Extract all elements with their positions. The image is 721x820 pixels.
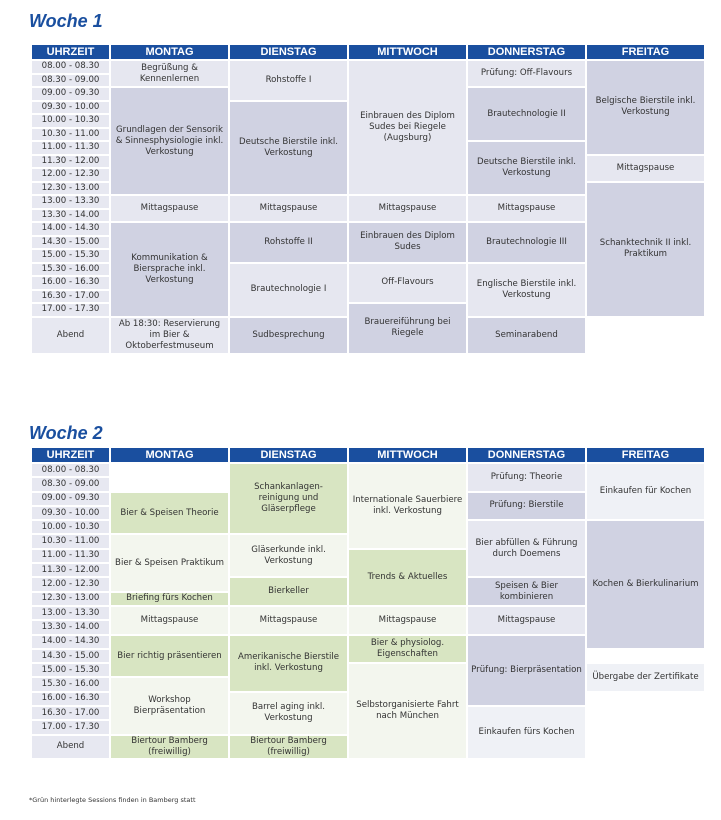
- time-slot: Abend: [32, 318, 109, 353]
- time-slot: 13.00 - 13.30: [32, 196, 109, 208]
- session-cell: Mittagspause: [230, 196, 347, 221]
- footnote: *Grün hinterlegte Sessions finden in Bamberg statt: [29, 796, 196, 804]
- time-slot: 15.30 - 16.00: [32, 678, 109, 690]
- session-cell: Einbrauen des Diplom Sudes: [349, 223, 466, 262]
- time-slot: 10.00 - 10.30: [32, 115, 109, 127]
- week1-title: Woche 1: [29, 11, 103, 31]
- session-cell: Mittagspause: [587, 156, 704, 181]
- col-header-uhrzeit: UHRZEIT: [32, 45, 109, 59]
- session-cell: Kommunikation & Biersprache inkl. Verkostung: [111, 223, 228, 316]
- session-cell: Kochen & Bierkulinarium: [587, 521, 704, 648]
- session-cell: Brautechnologie III: [468, 223, 585, 262]
- session-cell: Biertour Bamberg (freiwillig): [230, 736, 347, 758]
- time-slot: 12.00 - 12.30: [32, 169, 109, 181]
- time-slot: 11.00 - 11.30: [32, 550, 109, 562]
- header-row: [32, 448, 704, 462]
- session-cell: Deutsche Bierstile inkl. Verkostung: [468, 142, 585, 194]
- session-cell: Deutsche Bierstile inkl. Verkostung: [230, 102, 347, 195]
- time-slot: 09.00 - 09.30: [32, 493, 109, 505]
- session-cell: Mittagspause: [111, 607, 228, 634]
- time-slot: 14.00 - 14.30: [32, 223, 109, 235]
- session-cell: Bier & Speisen Theorie: [111, 493, 228, 534]
- time-slot: 10.30 - 11.00: [32, 129, 109, 141]
- session-cell: Belgische Bierstile inkl. Verkostung: [587, 61, 704, 154]
- session-cell: Mittagspause: [468, 607, 585, 634]
- time-slot: 12.30 - 13.00: [32, 593, 109, 605]
- time-slot: 14.00 - 14.30: [32, 636, 109, 648]
- col-header-donnerstag: DONNERSTAG: [468, 448, 585, 462]
- time-slot: 14.30 - 15.00: [32, 237, 109, 249]
- time-slot: 11.30 - 12.00: [32, 156, 109, 168]
- session-cell: Mittagspause: [111, 196, 228, 221]
- session-cell: Mittagspause: [468, 196, 585, 221]
- time-slot: 12.30 - 13.00: [32, 183, 109, 195]
- session-cell: Rohstoffe II: [230, 223, 347, 262]
- time-slot: 08.00 - 08.30: [32, 61, 109, 73]
- time-slot: 12.00 - 12.30: [32, 578, 109, 590]
- session-cell: Mittagspause: [230, 607, 347, 634]
- time-slot: 16.00 - 16.30: [32, 277, 109, 289]
- col-header-dienstag: DIENSTAG: [230, 448, 347, 462]
- session-cell: Speisen & Bier kombinieren: [468, 578, 585, 605]
- col-header-freitag: FREITAG: [587, 448, 704, 462]
- time-slot: 09.00 - 09.30: [32, 88, 109, 100]
- col-header-donnerstag: DONNERSTAG: [468, 45, 585, 59]
- time-slot: 08.30 - 09.00: [32, 75, 109, 87]
- session-cell: Amerikanische Bierstile inkl. Verkostung: [230, 636, 347, 691]
- time-slot: 16.30 - 17.00: [32, 707, 109, 719]
- time-slot: 15.00 - 15.30: [32, 250, 109, 262]
- time-slot: 17.00 - 17.30: [32, 721, 109, 733]
- session-cell: Englische Bierstile inkl. Verkostung: [468, 264, 585, 316]
- time-slot: 17.00 - 17.30: [32, 304, 109, 316]
- session-cell: Einbrauen des Diplom Sudes bei Riegele (Augsburg): [349, 61, 466, 194]
- session-cell: Brautechnologie II: [468, 88, 585, 140]
- session-cell: Internationale Sauerbiere inkl. Verkostung: [349, 464, 466, 548]
- session-cell: Einkaufen fürs Kochen: [468, 707, 585, 758]
- time-slot: 16.00 - 16.30: [32, 693, 109, 705]
- week1-schedule-table: [30, 43, 706, 355]
- time-slot: 15.00 - 15.30: [32, 664, 109, 676]
- session-cell: Gläserkunde inkl. Verkostung: [230, 535, 347, 576]
- time-slot: 13.30 - 14.00: [32, 621, 109, 633]
- session-cell: Ab 18:30: Reservierung im Bier & Oktoberfestmuseum: [111, 318, 228, 353]
- session-cell: Schanktechnik II inkl. Praktikum: [587, 183, 704, 316]
- session-cell: Schankanlagen- reinigung und Gläserpflege: [230, 464, 347, 533]
- time-slot: Abend: [32, 736, 109, 758]
- time-slot: 14.30 - 15.00: [32, 650, 109, 662]
- session-cell: Einkaufen für Kochen: [587, 464, 704, 519]
- session-cell: Prüfung: Theorie: [468, 464, 585, 491]
- time-slot: 11.00 - 11.30: [32, 142, 109, 154]
- time-slot: 10.30 - 11.00: [32, 535, 109, 547]
- session-cell: Bier & physiolog. Eigenschaften: [349, 636, 466, 663]
- time-slot: 09.30 - 10.00: [32, 102, 109, 114]
- col-header-montag: MONTAG: [111, 45, 228, 59]
- session-cell: Sudbesprechung: [230, 318, 347, 353]
- session-cell: Mittagspause: [349, 607, 466, 634]
- time-slot: 15.30 - 16.00: [32, 264, 109, 276]
- time-slot: 09.30 - 10.00: [32, 507, 109, 519]
- session-cell: Prüfung: Bierstile: [468, 493, 585, 520]
- session-cell: Bierkeller: [230, 578, 347, 605]
- session-cell: Übergabe der Zertifikate: [587, 664, 704, 691]
- week2-schedule-table: [30, 446, 706, 760]
- session-cell: Seminarabend: [468, 318, 585, 353]
- session-cell: Off-Flavours: [349, 264, 466, 303]
- session-cell: Mittagspause: [349, 196, 466, 221]
- session-cell: Bier abfüllen & Führung durch Doemens: [468, 521, 585, 576]
- session-cell: Bier & Speisen Praktikum: [111, 535, 228, 590]
- session-cell: Selbstorganisierte Fahrt nach München: [349, 664, 466, 757]
- col-header-montag: MONTAG: [111, 448, 228, 462]
- col-header-freitag: FREITAG: [587, 45, 704, 59]
- session-cell: Workshop Bierpräsentation: [111, 678, 228, 733]
- session-cell: Prüfung: Bierpräsentation: [468, 636, 585, 705]
- time-slot: 16.30 - 17.00: [32, 291, 109, 303]
- empty-cell: [587, 693, 704, 758]
- time-slot: 13.30 - 14.00: [32, 210, 109, 222]
- col-header-mittwoch: MITTWOCH: [349, 448, 466, 462]
- session-cell: Briefing fürs Kochen: [111, 593, 228, 605]
- time-slot: 10.00 - 10.30: [32, 521, 109, 533]
- session-cell: Prüfung: Off-Flavours: [468, 61, 585, 86]
- week2-title: Woche 2: [29, 423, 103, 443]
- col-header-uhrzeit: UHRZEIT: [32, 448, 109, 462]
- session-cell: Begrüßung & Kennenlernen: [111, 61, 228, 86]
- session-cell: Brautechnologie I: [230, 264, 347, 316]
- session-cell: Biertour Bamberg (freiwillig): [111, 736, 228, 758]
- time-slot: 13.00 - 13.30: [32, 607, 109, 619]
- time-slot: 08.00 - 08.30: [32, 464, 109, 476]
- time-slot: 08.30 - 09.00: [32, 478, 109, 490]
- session-cell: Bier richtig präsentieren: [111, 636, 228, 677]
- col-header-dienstag: DIENSTAG: [230, 45, 347, 59]
- header-row: [32, 45, 704, 59]
- session-cell: Barrel aging inkl. Verkostung: [230, 693, 347, 734]
- time-slot: 11.30 - 12.00: [32, 564, 109, 576]
- col-header-mittwoch: MITTWOCH: [349, 45, 466, 59]
- session-cell: Trends & Aktuelles: [349, 550, 466, 605]
- empty-cell: [111, 464, 228, 491]
- session-cell: Grundlagen der Sensorik & Sinnesphysiologie inkl. Verkostung: [111, 88, 228, 194]
- session-cell: Rohstoffe I: [230, 61, 347, 100]
- session-cell: Brauereiführung bei Riegele: [349, 304, 466, 353]
